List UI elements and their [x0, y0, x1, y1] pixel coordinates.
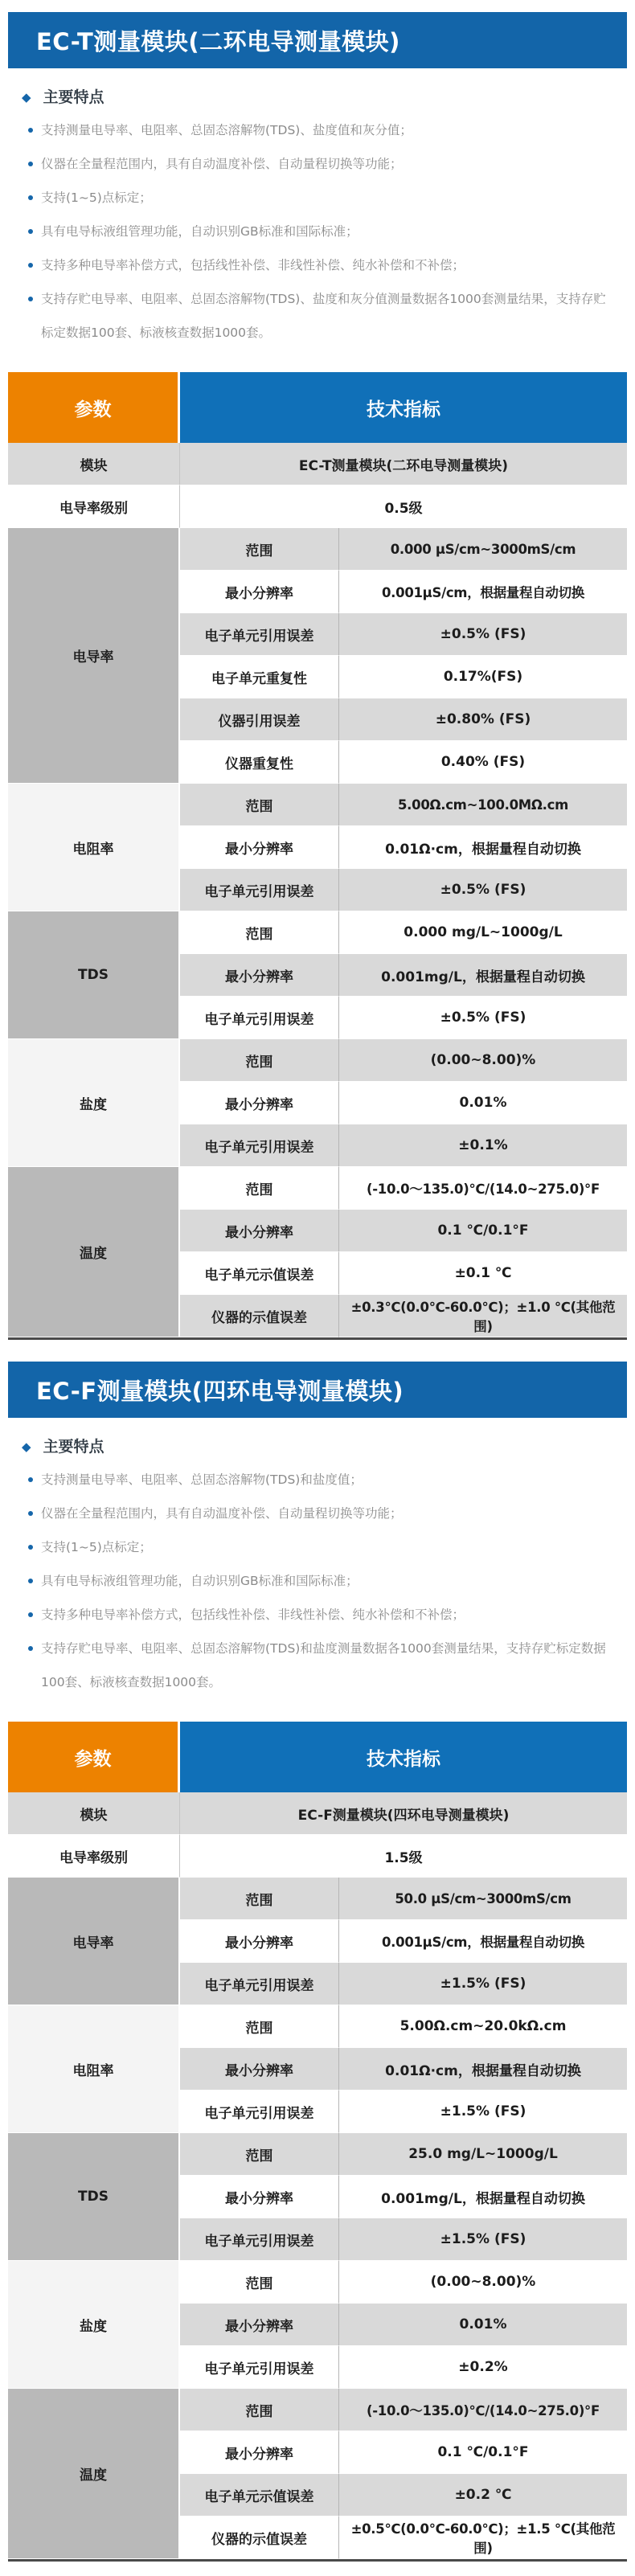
sub-param-cell: 最小分辨率	[180, 954, 339, 997]
sub-param-cell: 范围	[180, 2133, 339, 2176]
spec-row	[8, 528, 627, 571]
features-heading: 主要特点	[43, 88, 104, 106]
feature-item: 仪器在全量程范围内，具有自动温度补偿、自动量程切换等功能；	[28, 147, 611, 181]
spec-table-header-row	[8, 1722, 627, 1792]
spec-value-cell: 50.0 μS/cm~3000mS/cm	[339, 1878, 627, 1920]
spec-value-cell: EC-T测量模块(二环电导测量模块)	[180, 443, 627, 485]
spec-value-cell: 0.000 mg/L~1000g/L	[339, 911, 627, 954]
sub-param-cell: 电子单元引用误差	[180, 1124, 339, 1167]
spec-value-cell: 0.1 ℃/0.1°F	[339, 2431, 627, 2474]
sub-param-cell: 范围	[180, 1039, 339, 1082]
feature-list	[20, 1463, 615, 1699]
spec-value-cell: ±0.80% (FS)	[339, 698, 627, 741]
spec-value-cell: 0.01Ω·cm，根据量程自动切换	[339, 826, 627, 869]
feature-list	[20, 113, 615, 350]
sub-param-cell: 电子单元引用误差	[180, 997, 339, 1039]
param-group-cell: 电阻率	[8, 784, 180, 911]
param-group-cell: 温度	[8, 1167, 180, 1337]
param-cell: 电导率级别	[8, 485, 180, 528]
sub-param-cell: 电子单元引用误差	[180, 613, 339, 656]
features-heading: 主要特点	[43, 1438, 104, 1456]
feature-item: 支持(1~5)点标定；	[28, 1530, 611, 1564]
sub-param-cell: 范围	[180, 1167, 339, 1210]
param-cell: 电导率级别	[8, 1835, 180, 1878]
sub-param-cell: 最小分辨率	[180, 1920, 339, 1963]
sub-param-cell: 电子单元引用误差	[180, 1963, 339, 2005]
param-cell: 模块	[8, 443, 180, 485]
spec-value-cell: ±0.2%	[339, 2346, 627, 2389]
spec-value-cell: (0.00~8.00)%	[339, 2261, 627, 2304]
sub-param-cell: 仪器的示值误差	[180, 2517, 339, 2559]
feature-item: 具有电导标液组管理功能，自动识别GB标准和国际标准；	[28, 215, 611, 248]
spec-value-cell: 0.001mg/L，根据量程自动切换	[339, 954, 627, 997]
param-group-cell: 电阻率	[8, 2005, 180, 2133]
param-group-cell: TDS	[8, 911, 180, 1039]
sub-param-cell: 范围	[180, 911, 339, 954]
spec-value-cell: ±0.5% (FS)	[339, 869, 627, 911]
feature-item: 支持多种电导率补偿方式，包括线性补偿、非线性补偿、纯水补偿和不补偿；	[28, 248, 611, 282]
diamond-icon: ◆	[22, 1440, 31, 1454]
sub-param-cell: 最小分辨率	[180, 1210, 339, 1252]
spec-value-cell: 0.001μS/cm，根据量程自动切换	[339, 571, 627, 613]
features-heading-row	[22, 86, 615, 109]
sub-param-cell: 范围	[180, 528, 339, 571]
feature-item: 支持(1~5)点标定；	[28, 181, 611, 215]
feature-item: 支持多种电导率补偿方式，包括线性补偿、非线性补偿、纯水补偿和不补偿；	[28, 1598, 611, 1632]
spec-table	[8, 372, 627, 1340]
sub-param-cell: 电子单元引用误差	[180, 2091, 339, 2133]
feature-item: 支持测量电导率、电阻率、总固态溶解物(TDS)和盐度值；	[28, 1463, 611, 1497]
sub-param-cell: 电子单元示值误差	[180, 2474, 339, 2517]
feature-item: 具有电导标液组管理功能，自动识别GB标准和国际标准；	[28, 1564, 611, 1598]
spec-value-cell: ±1.5% (FS)	[339, 2091, 627, 2133]
feature-item: 支持存贮电导率、电阻率、总固态溶解物(TDS)和盐度测量数据各1000套测量结果，支持存贮标定数据100套、标液核查数据1000套。	[28, 1632, 611, 1699]
sub-param-cell: 电子单元引用误差	[180, 2346, 339, 2389]
features-block	[0, 68, 635, 372]
spec-value-cell: ±0.1%	[339, 1124, 627, 1167]
spec-row	[8, 443, 627, 485]
spec-column-header: 技术指标	[180, 1722, 627, 1792]
spec-row	[8, 1167, 627, 1210]
sub-param-cell: 电子单元重复性	[180, 656, 339, 698]
sub-param-cell: 范围	[180, 2389, 339, 2431]
spec-row	[8, 1835, 627, 1878]
module-title-bar	[8, 12, 627, 68]
spec-value-cell: ±1.5% (FS)	[339, 1963, 627, 2005]
feature-item: 支持测量电导率、电阻率、总固态溶解物(TDS)、盐度值和灰分值；	[28, 113, 611, 147]
feature-item: 仪器在全量程范围内，具有自动温度补偿、自动量程切换等功能；	[28, 1497, 611, 1530]
module-title: EC-F测量模块(四环电导测量模块)	[36, 1377, 404, 1405]
spec-value-cell: 0.17%(FS)	[339, 656, 627, 698]
sub-param-cell: 范围	[180, 784, 339, 826]
spec-value-cell: 0.01%	[339, 1082, 627, 1124]
spec-row	[8, 784, 627, 826]
sub-param-cell: 最小分辨率	[180, 2176, 339, 2218]
spec-value-cell: 0.01%	[339, 2304, 627, 2346]
spec-row	[8, 1792, 627, 1835]
spec-row	[8, 1039, 627, 1082]
spec-value-cell: 0.1 ℃/0.1°F	[339, 1210, 627, 1252]
features-block	[0, 1418, 635, 1722]
spec-table	[8, 1722, 627, 2562]
sub-param-cell: 范围	[180, 2005, 339, 2048]
spec-row	[8, 1878, 627, 1920]
spec-value-cell: ±1.5% (FS)	[339, 2218, 627, 2261]
spec-row	[8, 911, 627, 954]
spec-row	[8, 2261, 627, 2304]
param-group-cell: 盐度	[8, 2261, 180, 2389]
spec-table-header-row	[8, 372, 627, 443]
spec-value-cell: 0.5级	[180, 485, 627, 528]
param-group-cell: 盐度	[8, 1039, 180, 1167]
diamond-icon: ◆	[22, 90, 31, 104]
spec-value-cell: 25.0 mg/L~1000g/L	[339, 2133, 627, 2176]
spec-value-cell: 0.001μS/cm，根据量程自动切换	[339, 1920, 627, 1963]
param-group-cell: 温度	[8, 2389, 180, 2559]
sub-param-cell: 最小分辨率	[180, 2304, 339, 2346]
sub-param-cell: 范围	[180, 1878, 339, 1920]
sub-param-cell: 最小分辨率	[180, 2048, 339, 2091]
spec-value-cell: 0.000 μS/cm~3000mS/cm	[339, 528, 627, 571]
sub-param-cell: 仪器的示值误差	[180, 1295, 339, 1337]
param-group-cell: 电导率	[8, 1878, 180, 2005]
spec-value-cell: ±0.5℃(0.0℃-60.0℃)；±1.5 ℃(其他范围)	[339, 2517, 627, 2559]
module-section	[0, 1340, 635, 2562]
spec-value-cell: (-10.0～135.0)℃/(14.0~275.0)°F	[339, 1167, 627, 1210]
spec-value-cell: ±0.3℃(0.0℃-60.0℃)；±1.0 ℃(其他范围)	[339, 1295, 627, 1337]
spec-row	[8, 485, 627, 528]
param-cell: 模块	[8, 1792, 180, 1835]
spec-value-cell: (0.00~8.00)%	[339, 1039, 627, 1082]
spec-column-header: 技术指标	[180, 372, 627, 443]
sub-param-cell: 最小分辨率	[180, 2431, 339, 2474]
spec-value-cell: EC-F测量模块(四环电导测量模块)	[180, 1792, 627, 1835]
spec-row	[8, 2389, 627, 2431]
spec-value-cell: ±0.2 ℃	[339, 2474, 627, 2517]
spec-value-cell: 5.00Ω.cm~20.0kΩ.cm	[339, 2005, 627, 2048]
spec-value-cell: 5.00Ω.cm~100.0MΩ.cm	[339, 784, 627, 826]
sub-param-cell: 电子单元引用误差	[180, 2218, 339, 2261]
sub-param-cell: 电子单元示值误差	[180, 1252, 339, 1295]
feature-item: 支持存贮电导率、电阻率、总固态溶解物(TDS)、盐度和灰分值测量数据各1000套测量结果，支持存贮标定数据100套、标液核查数据1000套。	[28, 282, 611, 350]
spec-value-cell: 0.01Ω·cm，根据量程自动切换	[339, 2048, 627, 2091]
module-title-bar	[8, 1362, 627, 1418]
param-group-cell: TDS	[8, 2133, 180, 2261]
module-title: EC-T测量模块(二环电导测量模块)	[36, 27, 400, 55]
spec-row	[8, 2133, 627, 2176]
param-column-header: 参数	[8, 372, 180, 443]
param-group-cell: 电导率	[8, 528, 180, 784]
sub-param-cell: 最小分辨率	[180, 826, 339, 869]
sub-param-cell: 最小分辨率	[180, 1082, 339, 1124]
sub-param-cell: 仪器引用误差	[180, 698, 339, 741]
sub-param-cell: 范围	[180, 2261, 339, 2304]
spec-value-cell: ±0.5% (FS)	[339, 997, 627, 1039]
spec-value-cell: 0.40% (FS)	[339, 741, 627, 784]
spec-value-cell: 0.001mg/L，根据量程自动切换	[339, 2176, 627, 2218]
sub-param-cell: 仪器重复性	[180, 741, 339, 784]
features-heading-row	[22, 1435, 615, 1458]
param-column-header: 参数	[8, 1722, 180, 1792]
spec-value-cell: ±0.1 ℃	[339, 1252, 627, 1295]
spec-value-cell: 1.5级	[180, 1835, 627, 1878]
spec-row	[8, 2005, 627, 2048]
sub-param-cell: 最小分辨率	[180, 571, 339, 613]
spec-value-cell: ±0.5% (FS)	[339, 613, 627, 656]
sub-param-cell: 电子单元引用误差	[180, 869, 339, 911]
spec-value-cell: (-10.0～135.0)℃/(14.0~275.0)°F	[339, 2389, 627, 2431]
